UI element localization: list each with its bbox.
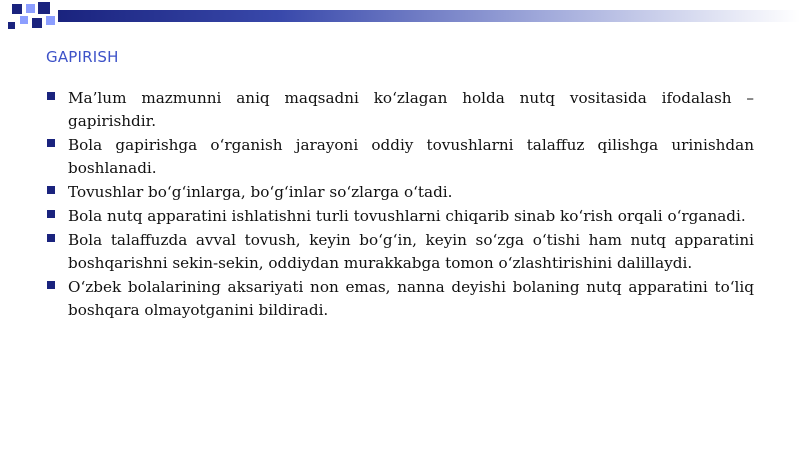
square-bullet-icon — [47, 92, 55, 100]
bullet-text: O‘zbek bolalarining aksariyati non emas, nanna deyishi bolaning nutq apparatini to‘liq boshqara olmayotganini bildiradi. — [68, 278, 754, 319]
bullet-item — [46, 134, 754, 180]
bullet-list — [46, 87, 754, 323]
slide-title: GAPIRISH — [46, 48, 119, 66]
square-bullet-icon — [47, 281, 55, 289]
bullet-text: Tovushlar bo‘g‘inlarga, bo‘g‘inlar so‘zlarga o‘tadi. — [68, 183, 453, 201]
bullet-item — [46, 181, 754, 204]
bullet-text: Bola gapirishga o‘rganish jarayoni oddiy tovushlarni talaffuz qilishga urinishdan boshlanadi. — [68, 136, 754, 177]
bullet-item — [46, 276, 754, 322]
square-bullet-icon — [47, 139, 55, 147]
bullet-text: Bola nutq apparatini ishlatishni turli tovushlarni chiqarib sinab ko‘rish orqali o‘rganadi. — [68, 207, 746, 225]
square-bullet-icon — [47, 186, 55, 194]
bullet-item — [46, 205, 754, 228]
square-bullet-icon — [47, 234, 55, 242]
bullet-text: Ma’lum mazmunni aniq maqsadni ko‘zlagan holda nutq vositasida ifodalash – gapirishdir. — [68, 89, 754, 130]
square-bullet-icon — [47, 210, 55, 218]
bullet-item — [46, 229, 754, 275]
bullet-text: Bola talaffuzda avval tovush, keyin bo‘g‘in, keyin so‘zga o‘tishi ham nutq apparatini boshqarishni sekin-sekin, oddiydan murakkabga tomon o‘zlashtirishini dalillaydi. — [68, 231, 754, 272]
header-gradient-bar — [58, 10, 800, 22]
bullet-item — [46, 87, 754, 133]
